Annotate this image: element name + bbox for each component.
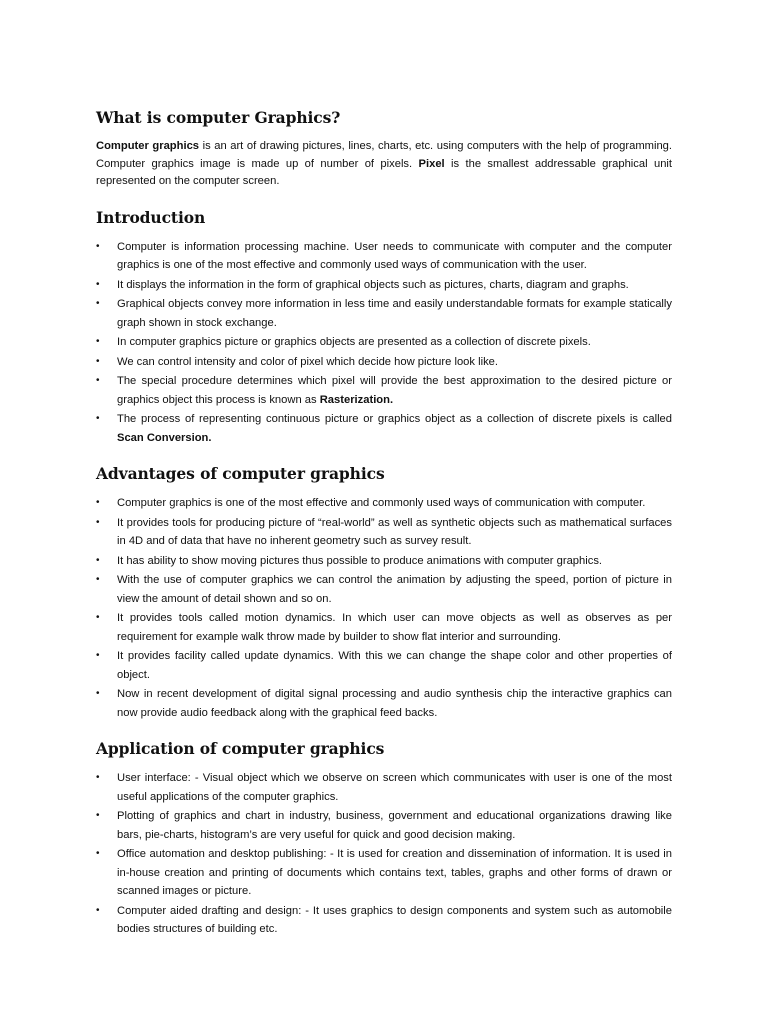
bullet-icon: • <box>96 574 100 585</box>
list-item: • It provides tools called motion dynamics. In which user can move objects as well as observes as per requirement for example walk throw made by builder to show flat interior and surrounding. <box>96 609 672 646</box>
heading-introduction: Introduction <box>96 207 206 227</box>
bullet-icon: • <box>96 497 100 508</box>
bullet-icon: • <box>96 612 100 623</box>
list-item: • The special procedure determines which pixel will provide the best approximation to the desired picture or graphics object this process is known as Rasterization. <box>96 372 672 409</box>
bullet-icon: • <box>96 772 100 783</box>
bullet-icon: • <box>96 336 100 347</box>
introduction-list <box>96 238 672 448</box>
term-scan-conversion: Scan Conversion. <box>117 431 212 444</box>
bullet-icon: • <box>96 375 100 386</box>
pixel-definition-text: is the smallest addressable graphical unit represented on the computer screen. <box>96 157 673 187</box>
heading-advantages: Advantages of computer graphics <box>96 464 385 483</box>
bullet-icon: • <box>96 650 100 661</box>
advantages-list <box>96 494 672 722</box>
list-item: • It provides tools for producing picture of “real-world” as well as synthetic objects such as mathematical surfaces in 4D and of data that have no inherent geometry such as survey result. <box>96 514 672 551</box>
list-item: • In computer graphics picture or graphics objects are presented as a collection of discrete pixels. <box>96 333 672 352</box>
definition-text: is an art of drawing pictures, lines, charts, etc. using computers with the help of programming. Computer graphics image is made up of number of pixels. <box>96 140 672 170</box>
list-item: • Plotting of graphics and chart in industry, business, government and educational organizations drawing like bars, pie-charts, histogram’s are very useful for quick and good decision making. <box>96 807 672 844</box>
term-rasterization: Rasterization. <box>319 393 394 406</box>
heading-applications: Application of computer graphics <box>96 739 385 758</box>
list-item: • User interface: - Visual object which we observe on screen which communicates with user is one of the most useful applications of the computer graphics. <box>96 769 672 806</box>
bullet-icon: • <box>96 688 100 699</box>
term-computer-graphics: Computer graphics <box>96 140 200 152</box>
list-item: • We can control intensity and color of pixel which decide how picture look like. <box>96 353 672 372</box>
bullet-icon: • <box>96 240 100 252</box>
list-item: • With the use of computer graphics we can control the animation by adjusting the speed, portion of picture in view the amount of detail shown and so on. <box>96 571 672 608</box>
bullet-icon: • <box>96 355 100 367</box>
bullet-icon: • <box>96 904 100 916</box>
bullet-icon: • <box>96 848 100 859</box>
list-item: • Computer graphics is one of the most effective and commonly used ways of communication with computer. <box>96 494 672 513</box>
list-item: • It provides facility called update dynamics. With this we can change the shape color and other properties of object. <box>96 647 672 684</box>
bullet-icon: • <box>96 516 100 528</box>
list-item: • The process of representing continuous picture or graphics object as a collection of discrete pixels is called Scan Conversion. <box>96 410 672 447</box>
list-item: • Computer aided drafting and design: - It uses graphics to design components and system such as automobile bodies structures of building etc. <box>96 902 672 939</box>
heading-what-is-computer-graphics: What is computer Graphics? <box>96 108 341 127</box>
applications-list <box>96 769 672 939</box>
list-item: • It has ability to show moving pictures thus possible to produce animations with computer graphics. <box>96 552 672 571</box>
list-item: • Computer is information processing machine. User needs to communicate with computer and the computer graphics is one of the most effective and commonly used ways of communication with the user. <box>96 238 672 275</box>
list-item: • It displays the information in the form of graphical objects such as pictures, charts, diagram and graphs. <box>96 276 672 295</box>
list-item: • Office automation and desktop publishing: - It is used for creation and dissemination of information. It is used in in-house creation and printing of documents which contains text, tables, graphs and other forms of drawn or scanned images or picture. <box>96 845 672 901</box>
definition-paragraph <box>96 138 672 191</box>
term-pixel: Pixel <box>418 157 445 170</box>
bullet-icon: • <box>96 278 100 290</box>
bullet-icon: • <box>96 810 100 821</box>
list-item: • Now in recent development of digital signal processing and audio synthesis chip the interactive graphics can now provide audio feedback along with the graphical feed backs. <box>96 685 672 722</box>
bullet-icon: • <box>96 413 100 424</box>
bullet-icon: • <box>96 298 100 309</box>
bullet-icon: • <box>96 554 100 566</box>
list-item: • Graphical objects convey more information in less time and easily understandable formats for example statically graph shown in stock exchange. <box>96 295 672 332</box>
